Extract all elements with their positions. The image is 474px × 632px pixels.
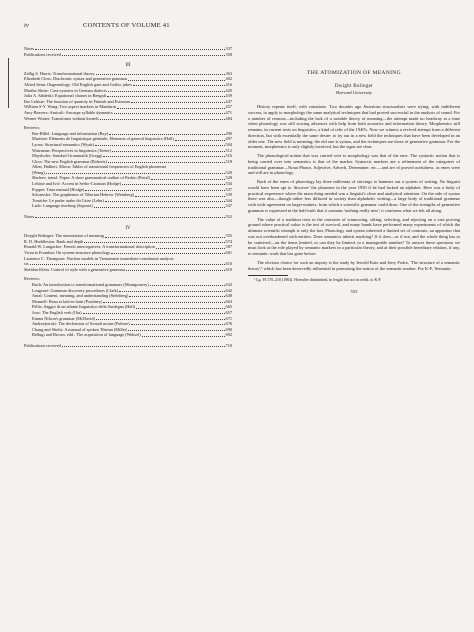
toc-entry-page: 665 [225,304,232,310]
toc-entry-page: 648 [225,293,232,299]
dot-leader [95,145,225,146]
dot-leader [100,119,225,120]
header-title: CONTENTS OF VOLUME 41 [83,22,170,29]
toc-entry-title: R. D. Huddleston: Rank and depth [24,238,84,244]
toc-entry-title: Sheldon Klein: Control of style with a generative grammar [24,266,126,272]
toc-entry-title: Ilse Lehiste: The function of quantity in Finnish and Estonian [24,98,130,104]
toc-entry-title: Alfred Senn: Ongenealogy: Old English gaer and Gothic jukes [24,81,132,87]
toc-entry-title: Andrzejewski: The declension of Somali nouns (Palmer) [32,321,130,327]
article-title: THE ATOMIZATION OF MEANING [307,70,401,76]
toc-entry-title: Lehiste and Ivić: Accent in Serbo-Croatian (Hodge) [32,181,122,187]
toc-entry-page: 402 [225,76,232,82]
toc-entry-page: 539 [225,192,232,198]
dot-leader [35,49,225,50]
toc-entry-title: Closs: The new English grammar (Roberts) [32,158,107,164]
toc-entry-title: Publications received [24,342,61,348]
section-iv-publications [24,343,232,349]
toc-entry-title: Victoria Fromkin: On system-structure phonology [24,250,111,255]
dot-leader [131,324,225,325]
toc-entry-page: 504 [225,141,232,147]
toc-entry-page: 574 [225,238,232,244]
margin-mark [8,58,9,108]
toc-entry-title: Notes [24,46,35,51]
toc-entry-title: Pellis: Saggio di un atlante linguistico della Sardegna (Hall) [32,304,136,310]
article-paragraph: The value of a tradition rests in the centuries of winnowing, sifting, selecting, and rejecting on a vast proving ground where practical value is the test of survival, and many hands have performed many experiments of which the ultimate scientific triumph is only the last. Phonology and syntax inherited a limited set of contrasts, an apparatus that was not overburdened with entities. Does semantics inherit anything? If it does—or if not, and the whole thing has to be contrived—on the items limited, or can they be limited, to a manageable number? To answer these questions we must look at the role played by semantic markers in a particular theory, and at their possible hereditary relation, if any, to semantic work that has gone before. [248,216,460,256]
article-paragraph: The phonological notion that was carried over to morphology was that of the eme. The syntactic notion that is being carried over into semantics is that of the marker. Syntactic markers are a refinement of the categories of traditional grammar—Noun Phrase, Adjective, Adverb, Determiner, etc.—and are of proved usefulness, as emes were and still are in phonology. [248,153,460,176]
toc-entry-title: Lougeare: Grammar discovery procedures (Clark) [32,287,119,293]
toc-entry-title: Schuessler: The graphemes of Tiberian Hebrew (Weinberg) [32,192,135,198]
dot-leader [105,201,225,202]
toc-entry-page: 710 [225,342,232,348]
toc-entry-page: 610 [225,261,232,267]
toc-entry [24,116,232,122]
dot-leader [62,55,225,56]
dot-leader [150,285,225,286]
toc-entry-page: 676 [225,321,232,327]
toc-entry-title: Emma Nilson's grammar (McDavid) [32,315,95,321]
toc-entry-title: Popper: Tatar manual (Hodge) [32,186,85,192]
article-page-number: 555 [350,289,358,295]
toc-entry-page: 439 [225,93,232,99]
toc-entry-page: 337 [225,46,232,51]
toc-entry-title: (Wang) [32,169,45,175]
toc-entry-title: Joos: The English verb (Ota) [32,309,82,315]
toc-entry-page: 516 [225,153,232,159]
dot-leader [131,102,225,103]
toc-entry-page: 632 [225,281,232,287]
section-label-iii: III [125,63,131,69]
dot-leader [108,91,225,92]
dot-leader [175,140,225,141]
toc-entry-page: 544 [225,197,232,203]
toc-entry-page: 692 [225,332,232,338]
toc-entry-page: 534 [225,181,232,187]
dot-leader [94,207,225,208]
dot-leader [112,151,224,152]
dot-leader [96,74,225,75]
dot-leader [135,196,224,197]
toc-entry-page: 457 [225,104,232,110]
dot-leader [119,291,224,292]
toc-entry-page: 587 [225,244,232,250]
dot-leader [30,264,225,265]
toc-entry-title: Allen, Hulbert, Miron: Tables of transitional frequencies of English phonemes [32,164,167,170]
page-header [24,22,232,30]
dot-leader [35,217,225,218]
section-iii-articles [24,71,232,121]
toc-entry-title: Bar-Hillel: Language and information (Ray) [32,130,109,136]
dot-leader [46,173,225,174]
toc-entry-title: Tomiche: Le parler arabe du Caire (Lehn) [32,197,104,203]
toc-entry-page: 552 [225,214,232,220]
toc-entry-title: Amy Beavers: Amiculi: Ancuspe syllable dynamics [24,109,113,115]
dot-leader [136,308,224,309]
section-iii-reviews-label: Reviews: [24,125,40,131]
toc-entry-page: 416 [225,81,232,87]
toc-entry-page: 601 [225,250,232,255]
toc-entry-title: Ronald W. Langacker: French interrogatives: A transformational description [24,244,155,250]
dot-leader [105,237,225,238]
toc-entry-title: Julia A. Sableski: Equational clauses in Bengali [24,93,106,99]
toc-entry-title: sis [24,261,29,267]
toc-entry-page: 642 [225,287,232,293]
article-author: Dwight Bolinger [334,84,374,89]
article-body [248,104,460,271]
footnote-rule [248,275,288,276]
toc-entry-page: 663 [225,298,232,304]
toc-entry-page: 547 [225,203,232,209]
toc-entry-title: Bellugi and Brown, edd.: The acquisition of language (Weksel) [32,332,141,338]
article-paragraph: History repeats itself, with variations. Two decades ago American structuralists were trying, with indifferent success, to apply to morphology the same analytical techniques that had proved successful in the analysis of sound. For a number of reasons—including the lack of a suitable theory of meaning—the attempt made no headway at a time when phonology was still scoring advances with help from both acoustics and information theory. Morphemics still remains, in current texts on linguistics, a kind of relic of the 1940's. Now we witness a revived attempt from a different direction, but with essentially the same desire: to try out in a new field the techniques that have been developed in an older one. The new field is meaning; the old one is syntax, and the techniques are those of generative grammar. For the moment, morphemics is only slightly involved, but the signs are clear. [248,104,460,150]
dot-leader [85,190,224,191]
footnote: ¹ Lg. 39.170–210 (1963). Hereafter diminished, in length but not in credit, to K-F. [254,278,382,283]
toc-entry-title: Laurence C. Thompson: Nuclear models in Vietnamese immediate-constituent analysis [24,255,174,261]
toc-entry-page: 420 [225,87,232,93]
article-column [248,70,460,294]
toc-entry-page: 555 [225,233,232,239]
toc-entry-title: Waterman: Perspectives in linguistics (Teeter) [32,147,112,153]
dot-leader [103,156,224,157]
toc-entry-page: 537 [225,186,232,192]
top-entries [24,46,232,57]
dot-leader [84,242,224,243]
toc-entry-page: 484 [225,115,232,121]
article-paragraph: Back of the emes of phonology lay three millennia of strivings to hammer out a system of writing. No linguist would have been apt to 'discover' the phoneme in the year 1930 if he had lacked an alphabet. Here was a body of practical experience where the main thing needed was a linguist's close and analytical attention. On the side of syntax there was also—though rather less diffused in society than alphabetic writing—a large body of traditional grammar with wide agreement on larger matters, from which a scientific grammar could draw. One of the strengths of generative grammar is expressed in the half-truth that it contains 'nothing really new'; it conforms what we felt all along. [248,179,460,213]
dot-leader [109,134,225,135]
section-iv-reviews-label: Reviews: [24,276,40,282]
toc-entry-page: 358 [225,51,232,57]
toc-entry-title: Chang and Shefts: A manual of spoken Tibetan (Miller) [32,326,128,332]
toc-entry-title: Werner Winter: Transforms without kernels [24,115,99,121]
toc-entry-title: Mayrhofer: Sanskrit-Grammatik (Gregg) [32,153,103,159]
section-iii-reviews [24,131,232,209]
toc-entry-title: Publications received [24,51,61,57]
section-iv-reviews [24,282,232,338]
dot-leader [117,108,225,109]
dot-leader [142,336,225,337]
toc-entry-title: Notes [24,214,35,220]
dot-leader [83,313,225,314]
toc-entry-page: 497 [225,136,232,142]
toc-entry-title: Bach: An introduction to transformational grammars (Montgomery) [32,281,149,287]
toc-entry-title: Martha Shrier: Case systems in German dialects [24,87,107,93]
dot-leader [151,179,225,180]
section-iii-notes [24,214,232,220]
toc-entry-page: 471 [225,109,232,115]
toc-entry-page: 528 [225,175,232,181]
dot-leader [129,296,224,297]
dot-leader [107,96,225,97]
toc-entry-title: Elizabeth Closs: Diachronic syntax and generative grammar [24,76,128,82]
toc-entry-title: Lado: Language teaching (Saporta) [32,203,93,209]
article-affiliation: Harvard University [336,90,372,95]
dot-leader [126,270,224,271]
dot-leader [122,184,225,185]
toc-entry-page: 619 [225,266,232,272]
header-page-number: iv [24,22,29,29]
toc-entry-title: Lyons: Structural semantics (Wyatt) [32,141,94,147]
dot-leader [103,302,224,303]
toc-entry-title: William S-Y. Wang: Two aspect markers in Mandarin [24,104,117,110]
toc-entry-page: 690 [225,326,232,332]
toc-entry-page: 520 [225,169,232,175]
toc-entry [24,343,232,349]
toc-entry-title: Zellig S. Harris: Transformational theory [24,70,95,76]
dot-leader [156,248,225,249]
dot-leader [128,80,224,81]
dot-leader [128,330,224,331]
toc-entry-page: 671 [225,315,232,321]
dot-leader [111,253,224,254]
section-label-iv: IV [125,225,131,231]
toc-entry-page: 657 [225,309,232,315]
toc-entry-title: Dwight Bolinger: The atomization of meaning [24,233,104,239]
dot-leader [114,113,225,114]
toc-entry-page: 447 [225,98,232,104]
toc-entry-page: 363 [225,70,232,76]
toc-entry-title: Antal: Content, meaning, and understanding (Steinberg) [32,293,129,299]
dot-leader [62,346,225,347]
toc-entry [24,52,232,58]
toc-entry [24,214,232,220]
section-iv-articles [24,233,232,272]
toc-entry-title: Monnell: Beau et laid en latin (Poultney) [32,298,103,304]
contents-column [24,22,232,349]
toc-entry-title: Shafeev, transl. Paper: A short grammatical outline of Pashto (Penzl) [32,175,150,181]
toc-entry-page: 518 [225,158,232,164]
dot-leader [133,85,225,86]
dot-leader [108,162,225,163]
toc-entry-title: Martinet: Eléments de linguistique générale; Elements of general linguistics (Hall) [32,136,174,142]
dot-leader [96,319,225,320]
toc-entry-page: 490 [225,130,232,136]
toc-entry [24,267,232,273]
toc-entry-page: 512 [225,147,232,153]
article-paragraph: The obvious choice for such an inquiry is the study by Jerrold Katz and Jerry Fodor, 'The structure of a semantic theory',¹ which has been deservedly influential in promoting the notion of the semantic marker. For K-F, 'Semantic [248,259,460,271]
